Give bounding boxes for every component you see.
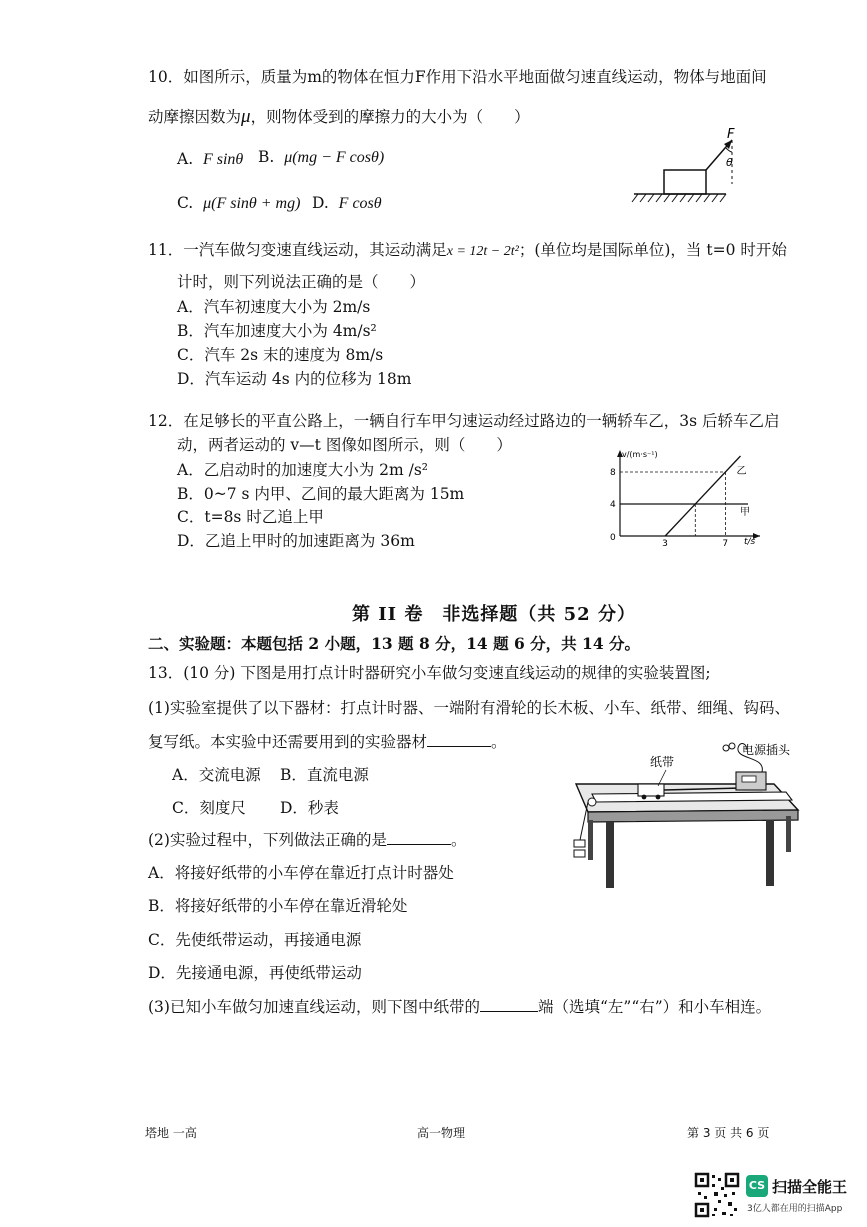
q10-force-diagram xyxy=(628,126,748,212)
x-axis-label: t/s xyxy=(744,537,756,547)
q13-part1-option-a: A．交流电源 xyxy=(172,766,261,784)
series-label: 乙 xyxy=(736,466,747,477)
footer-left: 塔地 一高 xyxy=(145,1126,197,1140)
block xyxy=(664,170,706,194)
cart xyxy=(638,784,664,796)
q12-stem-line1: 12．在足够长的平直公路上，一辆自行车甲匀速运动经过路边的一辆轿车乙，3s 后轿车乙启 xyxy=(148,412,780,430)
q13-part1-option-d: D．秒表 xyxy=(280,799,339,817)
q11-option-a: A．汽车初速度大小为 2m/s xyxy=(177,298,371,316)
q11-stem-line1: 11．一汽车做匀变速直线运动，其运动满足x = 12t − 2t²；(单位均是国际单位)，当 t=0 时开始 xyxy=(148,241,787,259)
answer-blank-1[interactable] xyxy=(427,732,491,747)
label-paper-tape: 纸带 xyxy=(650,755,675,769)
q13-part2-option-c: C．先使纸带运动，再接通电源 xyxy=(148,931,362,949)
q10-option-a: A. F sinθ xyxy=(177,150,244,168)
camscanner-slogan: 3亿人都在用的扫描App xyxy=(747,1204,843,1214)
q12-option-a: A．乙启动时的加速度大小为 2m /s² xyxy=(177,461,428,479)
answer-blank-2[interactable] xyxy=(387,830,451,845)
hook-weight xyxy=(574,840,585,847)
angle-label: θ xyxy=(726,156,733,169)
apparatus-illustration xyxy=(566,736,806,892)
q11-option-c: C．汽车 2s 末的速度为 8m/s xyxy=(177,346,384,364)
y-tick-label: 8 xyxy=(610,468,616,478)
q13-part1-line1: (1)实验室提供了以下器材：打点计时器、一端附有滑轮的长木板、小车、纸带、细绳、钩码、 xyxy=(148,699,790,717)
qr-code xyxy=(694,1172,740,1218)
camscanner-logo-icon: CS xyxy=(746,1175,768,1197)
pulley xyxy=(588,798,596,806)
origin-label: 0 xyxy=(610,533,616,543)
q11-formula: x = 12t − 2t² xyxy=(446,244,519,259)
q11-option-b: B．汽车加速度大小为 4m/s² xyxy=(177,322,377,340)
q13-part3: (3)已知小车做匀加速直线运动，则下图中纸带的 端（选填“左”“右”）和小车相连。 xyxy=(148,998,772,1016)
series-line-yi xyxy=(665,456,740,536)
q13-part1-line2: 复写纸。本实验中还需要用到的实验器材 。 xyxy=(148,733,507,751)
mu-symbol: μ xyxy=(241,106,251,127)
long-board xyxy=(592,792,792,802)
footer-page-number: 第 3 页 共 6 页 xyxy=(687,1126,770,1140)
table-leg xyxy=(766,820,774,886)
q11-stem-line2: 计时，则下列说法正确的是（ ） xyxy=(177,273,426,291)
q13-part2-option-b: B．将接好纸带的小车停在靠近滑轮处 xyxy=(148,897,408,915)
x-tick-label: 7 xyxy=(722,539,729,549)
answer-blank-3[interactable] xyxy=(480,997,538,1012)
x-tick-label: 3 xyxy=(662,539,668,549)
q10-stem-line2: 动摩擦因数为μ，则物体受到的摩擦力的大小为（ ） xyxy=(148,106,530,127)
q13-part2-stem: (2)实验过程中，下列做法正确的是 。 xyxy=(148,831,467,849)
section-2-title: 第 II 卷 非选择题（共 52 分） xyxy=(352,604,636,625)
q13-stem: 13．(10 分) 下图是用打点计时器研究小车做匀变速直线运动的规律的实验装置图; xyxy=(148,664,711,682)
q12-option-c: C．t=8s 时乙追上甲 xyxy=(177,508,324,526)
q10-option-c: C. μ(F sinθ + mg) xyxy=(177,194,301,212)
label-power-plug: 电源插头 xyxy=(742,743,791,757)
q10-stem-line1: 10．如图所示，质量为m的物体在恒力F作用下沿水平地面做匀速直线运动，物体与地面间 xyxy=(148,68,767,86)
q11-option-d: D．汽车运动 4s 内的位移为 18m xyxy=(177,370,412,388)
q12-option-d: D．乙追上甲时的加速距离为 36m xyxy=(177,532,415,550)
q10-option-d: D. F cosθ xyxy=(312,194,382,212)
section-2-heading: 二、实验题：本题包括 2 小题，13 题 8 分，14 题 6 分，共 14 分。 xyxy=(148,634,641,653)
hook-weight xyxy=(574,850,585,857)
camscanner-name: 扫描全能王 xyxy=(772,1178,848,1196)
q13-part1-option-c: C．刻度尺 xyxy=(172,799,246,817)
force-label: F xyxy=(727,127,735,142)
q13-part2-option-a: A．将接好纸带的小车停在靠近打点计时器处 xyxy=(148,864,454,882)
y-tick-label: 4 xyxy=(610,500,616,510)
vt-chart xyxy=(600,444,770,554)
q13-part1-option-b: B．直流电源 xyxy=(280,766,369,784)
q12-option-b: B．0~7 s 内甲、乙间的最大距离为 15m xyxy=(177,485,465,503)
q12-stem-line2: 动，两者运动的 v—t 图像如图所示，则（ ） xyxy=(177,436,512,454)
footer-center: 高一物理 xyxy=(417,1126,466,1140)
y-axis-label: v/(m·s⁻¹) xyxy=(622,450,658,459)
table-leg xyxy=(606,822,614,888)
q10-option-b: B. μ(mg − F cosθ) xyxy=(258,148,385,166)
series-label: 甲 xyxy=(740,507,750,518)
q13-part2-option-d: D．先接通电源，再使纸带运动 xyxy=(148,964,362,982)
